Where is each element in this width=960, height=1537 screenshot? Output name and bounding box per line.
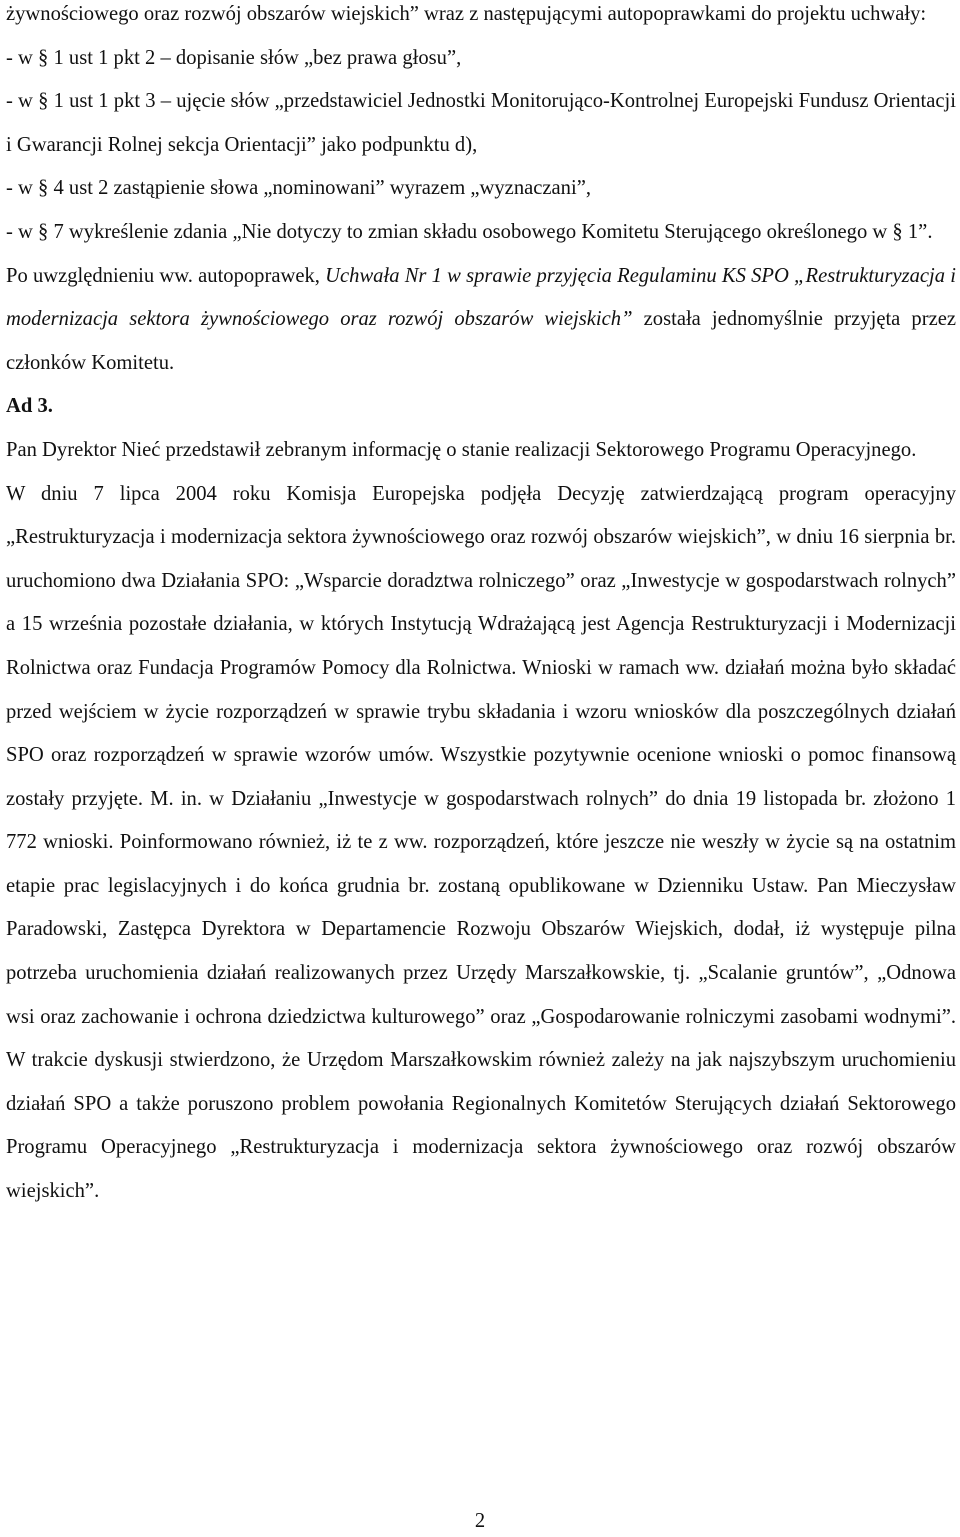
resolution-title: Uchwała Nr 1 w sprawie przyjęcia Regulaminu KS SPO „Restrukturyzacja i modernizacja sektora żywnościowego oraz rozwój obszarów wiejskich” xyxy=(6,264,956,331)
resolution-prefix: Po uwzględnieniu ww. autopoprawek, xyxy=(6,264,326,287)
amendments-list xyxy=(6,37,956,255)
intro-paragraph: żywnościowego oraz rozwój obszarów wiejskich” wraz z następującymi autopoprawkami do projektu uchwały: xyxy=(6,3,927,25)
section-heading: Ad 3. xyxy=(6,395,53,418)
resolution-suffix: została jednomyślnie przyjęta przez członków Komitetu. xyxy=(6,308,957,374)
resolution-paragraph xyxy=(6,255,956,386)
body-paragraph: Pan Dyrektor Nieć przedstawił zebranym informację o stanie realizacji Sektorowego Programu Operacyjnego. xyxy=(6,438,917,461)
amendment-item: - w § 4 ust 2 zastąpienie słowa „nominowani” wyrazem „wyznaczani”, xyxy=(6,177,591,200)
page-number: 2 xyxy=(474,1510,486,1532)
document-page xyxy=(6,0,956,1214)
body-paragraph: W dniu 7 lipca 2004 roku Komisja Europejska podjęła Decyzję zatwierdzającą program operacyjny „Restrukturyzacja i modernizacja sektora żywnościowego oraz rozwój obszarów wiejskich”, w dniu 16 sierpnia br. uruchomiono dwa Działania SPO: „Wsparcie doradztwa rolniczego” oraz „Inwestycje w gospodarstwach rolnych” a 15 września pozostałe działania, w których Instytucją Wdrażającą jest Agencja Restrukturyzacji i Modernizacji Rolnictwa oraz Fundacja Programów Pomocy dla Rolnictwa. Wnioski w ramach ww. działań można było składać przed wejściem w życie rozporządzeń w sprawie trybu składania i wzoru wniosków dla poszczególnych działań SPO oraz rozporządzeń w sprawie wzorów umów. Wszystkie pozytywnie ocenione wnioski o pomoc finansową zostały przyjęte. M. in. w Działaniu „Inwestycje w gospodarstwach rolnych” do dnia 19 listopada br. złożono 1 772 wnioski. Poinformowano również, iż te z ww. rozporządzeń, które jeszcze nie weszły w życie są na ostatnim etapie prac legislacyjnych i do końca grudnia br. zostaną opublikowane w Dzienniku Ustaw. Pan Mieczysław Paradowski, Zastępca Dyrektora w Departamencie Rozwoju Obszarów Wiejskich, dodał, iż występuje pilna potrzeba uruchomienia działań realizowanych przez Urzędy Marszałkowskie, tj. „Scalanie gruntów”, „Odnowa wsi oraz zachowanie i ochrona dziedzictwa kulturowego” oraz „Gospodarowanie rolniczymi zasobami wodnymi”. W trakcie dyskusji stwierdzono, że Urzędom Marszałkowskim również zależy na jak najszybszym uruchomieniu działań SPO a także poruszono problem powołania Regionalnych Komitetów Sterujących działań Sektorowego Programu Operacyjnego „Restrukturyzacja i modernizacja sektora żywnościowego oraz rozwój obszarów wiejskich”. xyxy=(6,482,956,1203)
amendment-item: - w § 1 ust 1 pkt 3 – ujęcie słów „przedstawiciel Jednostki Monitorująco-Kontrolnej Europejski Fundusz Orientacji i Gwarancji Rolnej sekcja Orientacji” jako podpunktu d), xyxy=(6,90,956,156)
amendment-item: - w § 1 ust 1 pkt 2 – dopisanie słów „bez prawa głosu”, xyxy=(6,46,462,69)
amendment-item: - w § 7 wykreślenie zdania „Nie dotyczy to zmian składu osobowego Komitetu Sterującego określonego w § 1”. xyxy=(6,220,933,243)
